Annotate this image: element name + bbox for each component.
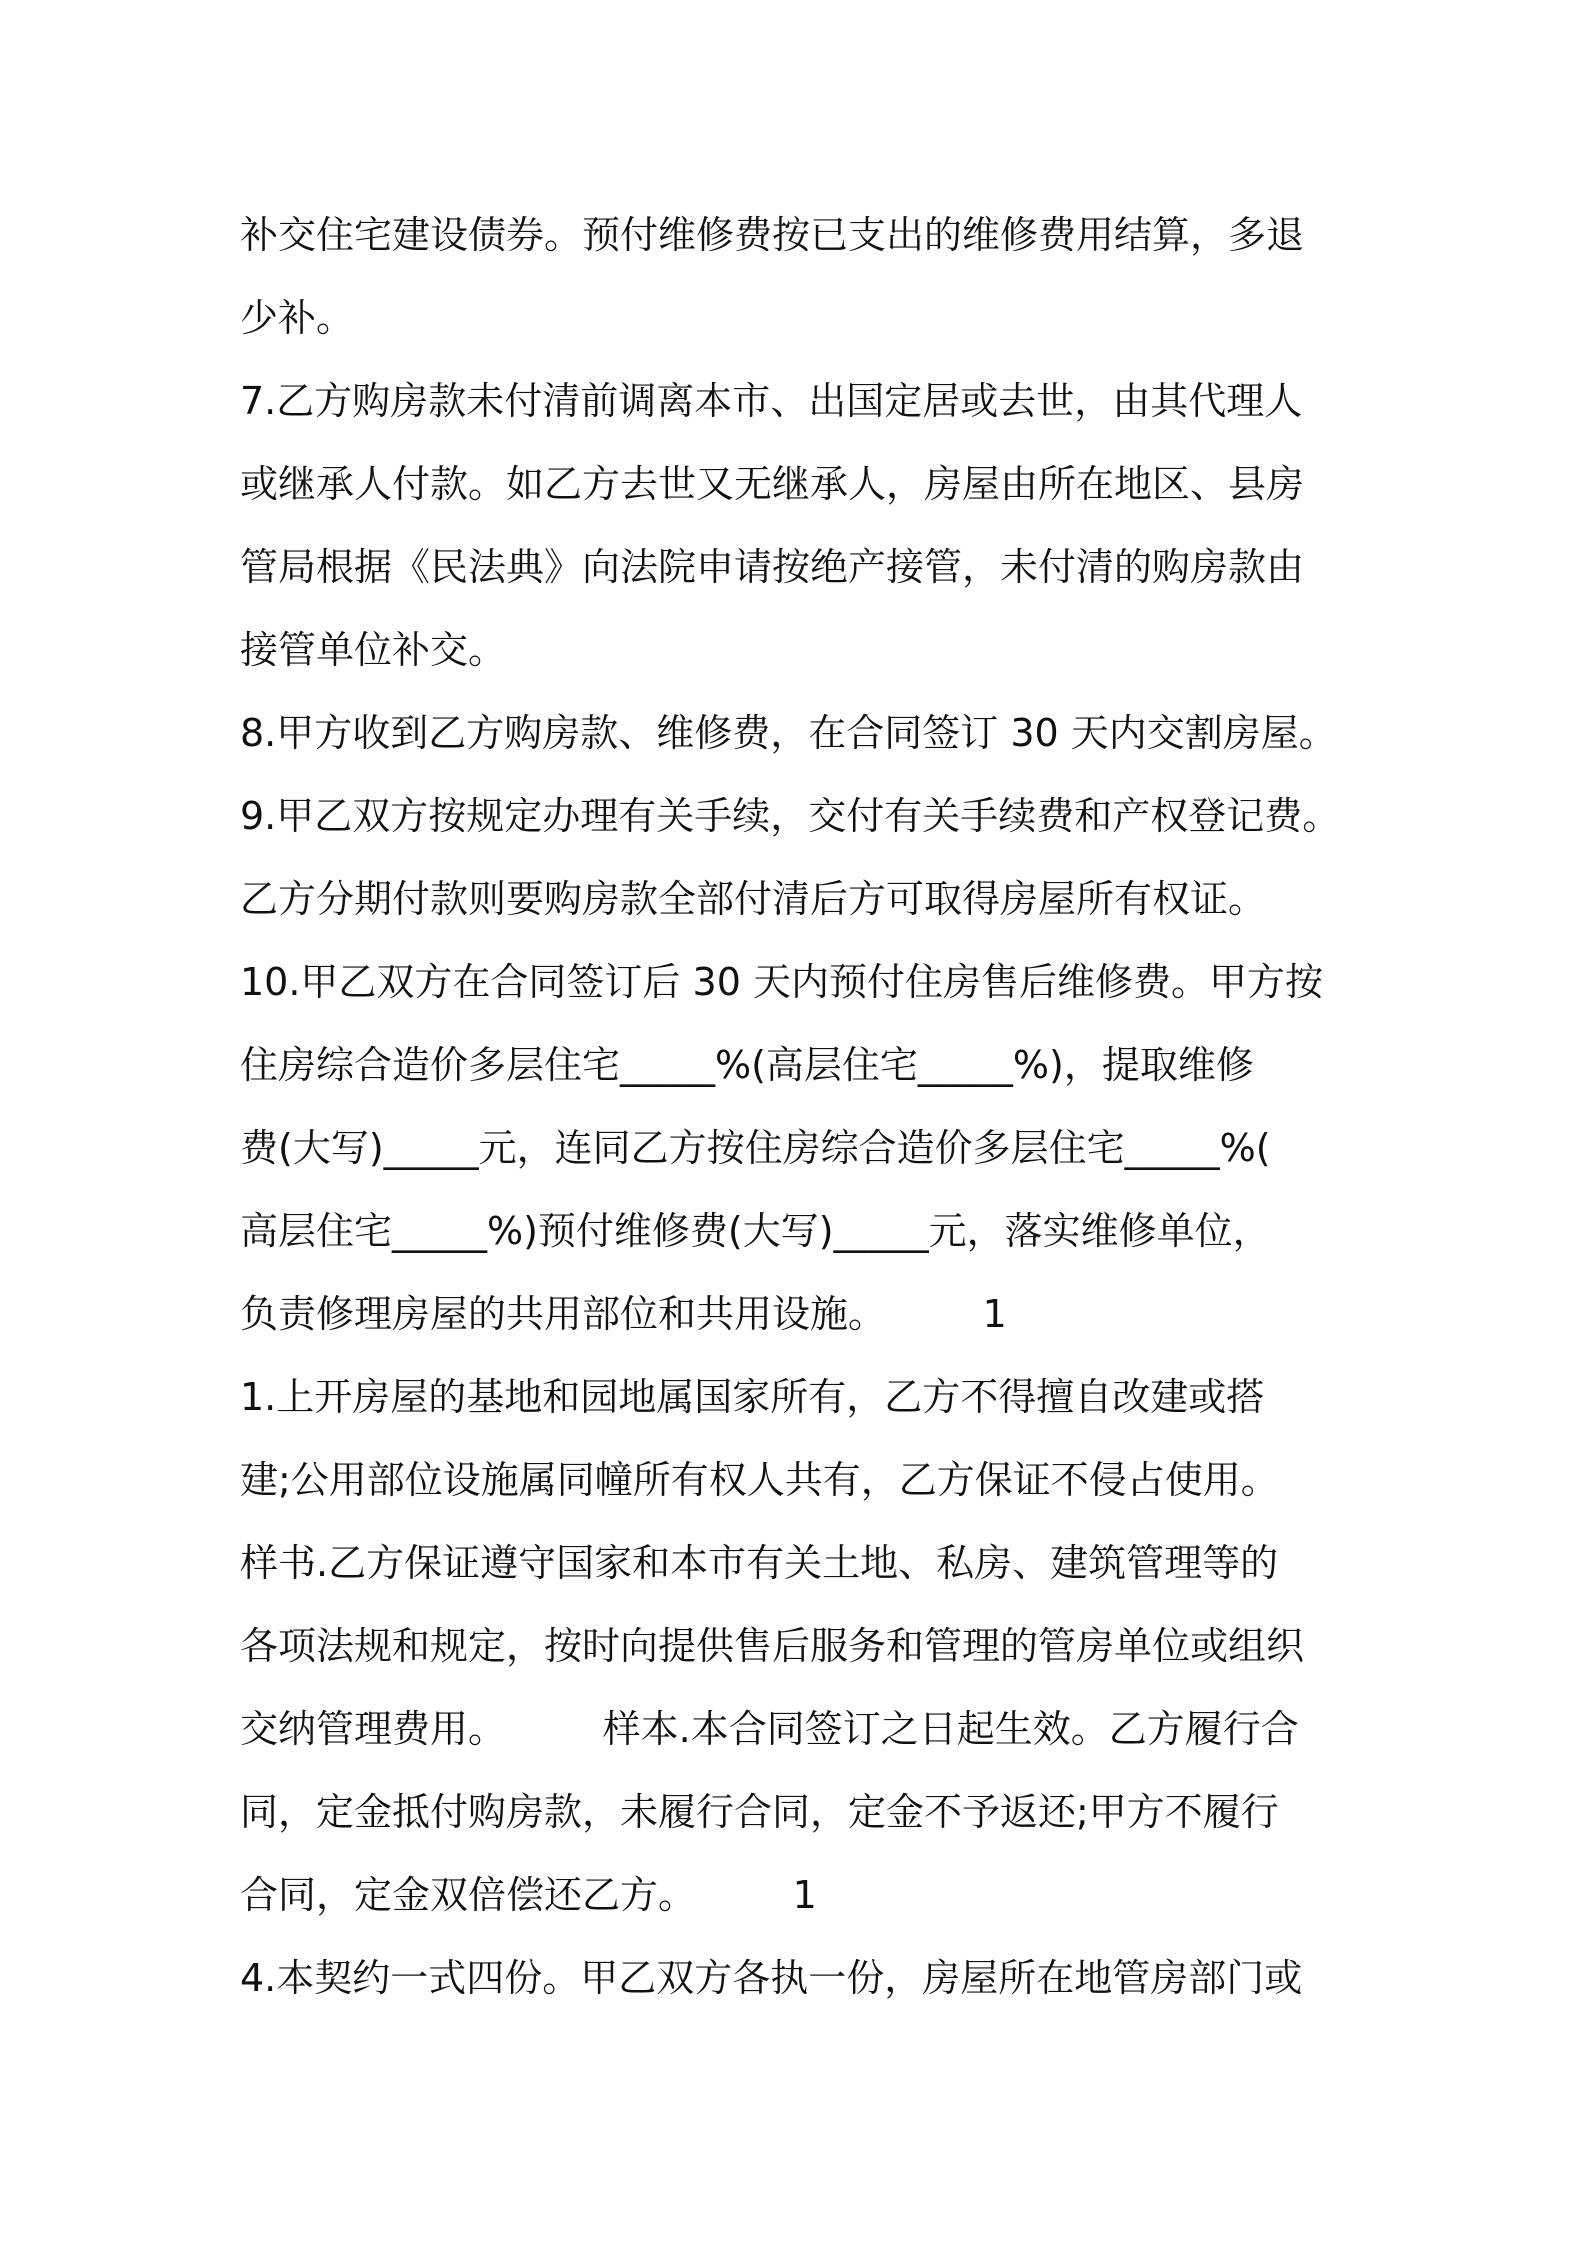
text-line: 负责修理房屋的共用部位和共用设施。 1 xyxy=(240,1292,1007,1336)
text-line: 住房综合造价多层住宅_____%(高层住宅_____%)，提取维修 xyxy=(240,1043,1254,1087)
text-line: 10.甲乙双方在合同签订后 30 天内预付住房售后维修费。甲方按 xyxy=(240,960,1323,1004)
text-line: 同，定金抵付购房款，未履行合同，定金不予返还;甲方不履行 xyxy=(240,1790,1279,1834)
text-line: 8.甲方收到乙方购房款、维修费，在合同签订 30 天内交割房屋。 xyxy=(240,711,1337,755)
text-line: 补交住宅建设债券。预付维修费按已支出的维修费用结算，多退 xyxy=(240,213,1305,257)
text-line: 或继承人付款。如乙方去世又无继承人，房屋由所在地区、县房 xyxy=(240,462,1305,506)
text-line: 交纳管理费用。 样本.本合同签订之日起生效。乙方履行合 xyxy=(240,1707,1299,1751)
contract-text-block xyxy=(240,194,1370,2020)
text-line: 4.本契约一式四份。甲乙双方各执一份，房屋所在地管房部门或 xyxy=(240,1956,1303,2000)
text-line: 少补。 xyxy=(240,296,355,340)
text-line: 接管单位补交。 xyxy=(240,628,507,672)
text-line: 高层住宅_____%)预付维修费(大写)_____元，落实维修单位， xyxy=(240,1209,1271,1253)
text-line: 各项法规和规定，按时向提供售后服务和管理的管房单位或组织 xyxy=(240,1624,1305,1668)
text-line: 样书.乙方保证遵守国家和本市有关土地、私房、建筑管理等的 xyxy=(240,1541,1279,1585)
text-line: 9.甲乙双方按规定办理有关手续，交付有关手续费和产权登记费。 xyxy=(240,794,1341,838)
text-line: 1.上开房屋的基地和园地属国家所有，乙方不得擅自改建或搭 xyxy=(240,1375,1265,1419)
text-line: 乙方分期付款则要购房款全部付清后方可取得房屋所有权证。 xyxy=(240,877,1267,921)
text-line: 合同，定金双倍偿还乙方。 1 xyxy=(240,1873,817,1917)
text-line: 管局根据《民法典》向法院申请按绝产接管，未付清的购房款由 xyxy=(240,545,1305,589)
text-line: 7.乙方购房款未付清前调离本市、出国定居或去世，由其代理人 xyxy=(240,379,1303,423)
text-line: 建;公用部位设施属同幢所有权人共有，乙方保证不侵占使用。 xyxy=(240,1458,1279,1502)
text-line: 费(大写)_____元，连同乙方按住房综合造价多层住宅_____%( xyxy=(240,1126,1271,1170)
